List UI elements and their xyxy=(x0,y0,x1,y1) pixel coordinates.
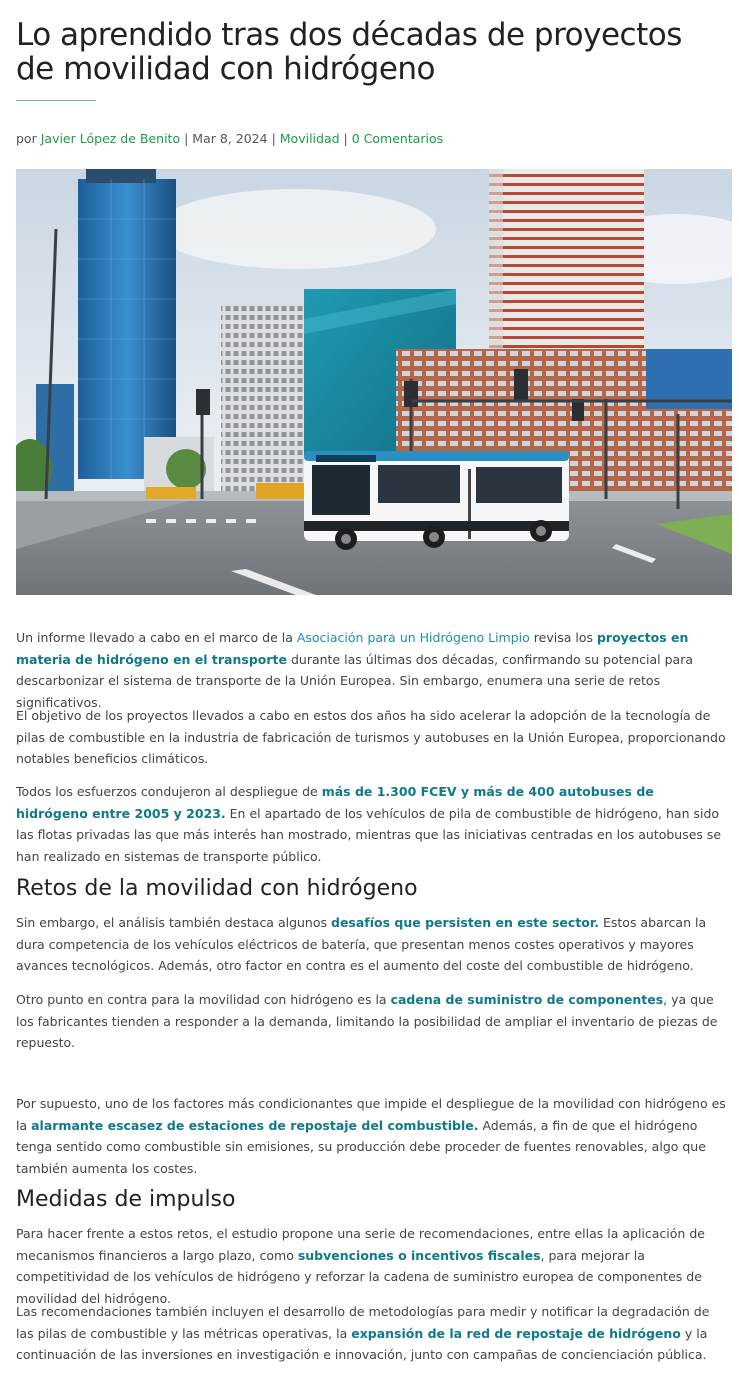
paragraph-measures: Las recomendaciones también incluyen el desarrollo de metodologías para medir y notificar la degradación de las pilas de combustible y las métricas operativas, la expansión de la red de repostaje de hidrógeno y la continuación de las inversiones en investigación e innovación, junto con campañas de concienciación pública. xyxy=(16,1304,710,1362)
meta-separator: | xyxy=(271,131,276,146)
meta-separator: | xyxy=(343,131,348,146)
hydrogen-bus-city-photo xyxy=(16,169,732,595)
transport-projects-link[interactable]: proyectos en materia de hidrógeno en el transporte xyxy=(16,630,689,667)
fcev-deployment-link[interactable]: más de 1.300 FCEV y más de 400 autobuses de hidrógeno entre 2005 y 2023. xyxy=(16,784,654,821)
association-link[interactable]: Asociación para un Hidrógeno Limpio xyxy=(296,630,530,645)
paragraph-intro: Un informe llevado a cabo en el marco de la Asociación para un Hidrógeno Limpio revisa los proyectos en materia de hidrógeno en el transporte durante las últimas dos décadas, confirmando su potencial para descarbonizar el sistema de transporte de la Unión Europea. Sin embargo, enumera una serie de retos significativos. xyxy=(16,630,693,710)
bus xyxy=(304,451,569,550)
meta-prefix: por xyxy=(16,131,37,146)
stations-shortage-link[interactable]: alarmante escasez de estaciones de repostaje del combustible. xyxy=(31,1117,479,1133)
paragraph-deployment: Todos los esfuerzos condujeron al despliegue de más de 1.300 FCEV y más de 400 autobuses de hidrógeno entre 2005 y 2023. En el apartado de los vehículos de pila de combustible de hidrógeno, han sido las flotas privadas las que más interés han mostrado, mientras que las iniciativas centradas en los autobuses se han realizado en sistemas de transporte público. xyxy=(16,784,722,864)
refueling-network-link[interactable]: expansión de la red de repostaje de hidrógeno xyxy=(351,1325,681,1341)
title-underline xyxy=(16,100,96,101)
post-date: Mar 8, 2024 xyxy=(192,131,268,146)
category-link[interactable]: Movilidad xyxy=(279,131,340,146)
article-title: Lo aprendido tras dos décadas de proyectos de movilidad con hidrógeno xyxy=(16,17,682,87)
author-link[interactable]: Javier López de Benito xyxy=(40,131,181,146)
featured-image xyxy=(16,169,732,595)
paragraph-stations: Por supuesto, uno de los factores más condicionantes que impide el despliegue de la movilidad con hidrógeno es la alarmante escasez de estaciones de repostaje del combustible. Además, a fin de que el hidrógeno tenga sentido como combustible sin emisiones, su producción debe proceder de fuentes renovables, algo que también aumenta los costes. xyxy=(16,1096,726,1176)
paragraph-objective: El objetivo de los proyectos llevados a cabo en estos dos años ha sido acelerar la adopción de la tecnología de pilas de combustible en la industria de fabricación de turismos y autobuses en la Unión Europea, proporcionando notables beneficios climáticos. xyxy=(16,708,726,766)
subsidies-link[interactable]: subvenciones o incentivos fiscales xyxy=(297,1247,541,1263)
paragraph-recommendations: Para hacer frente a estos retos, el estudio propone una serie de recomendaciones, entre ellas la aplicación de mecanismos financieros a largo plazo, como subvenciones o incentivos fiscales, para mejorar la competitividad de los vehículos de hidrógeno y reforzar la cadena de suministro europea de componentes de movilidad del hidrógeno. xyxy=(16,1226,705,1306)
comments-link[interactable]: 0 Comentarios xyxy=(351,131,444,146)
paragraph-supply-chain: Otro punto en contra para la movilidad con hidrógeno es la cadena de suministro de componentes, ya que los fabricantes tienden a responder a la demanda, limitando la posibilidad de ampliar el inventario de piezas de repuesto. xyxy=(16,992,718,1050)
heading-medidas: Medidas de impulso xyxy=(16,1187,236,1212)
supply-chain-link[interactable]: cadena de suministro de componentes xyxy=(390,992,664,1007)
meta-separator: | xyxy=(184,131,189,146)
heading-retos: Retos de la movilidad con hidrógeno xyxy=(16,876,418,901)
challenges-link[interactable]: desafíos que persisten en este sector. xyxy=(331,915,600,930)
post-meta xyxy=(16,131,443,146)
paragraph-challenges: Sin embargo, el análisis también destaca algunos desafíos que persisten en este sector. Estos abarcan la dura competencia de los vehículos eléctricos de batería, que presentan menos costes operativos y mayores avances tecnológicos. Además, otro factor en contra es el aumento del coste del combustible de hidrógeno. xyxy=(16,915,707,973)
